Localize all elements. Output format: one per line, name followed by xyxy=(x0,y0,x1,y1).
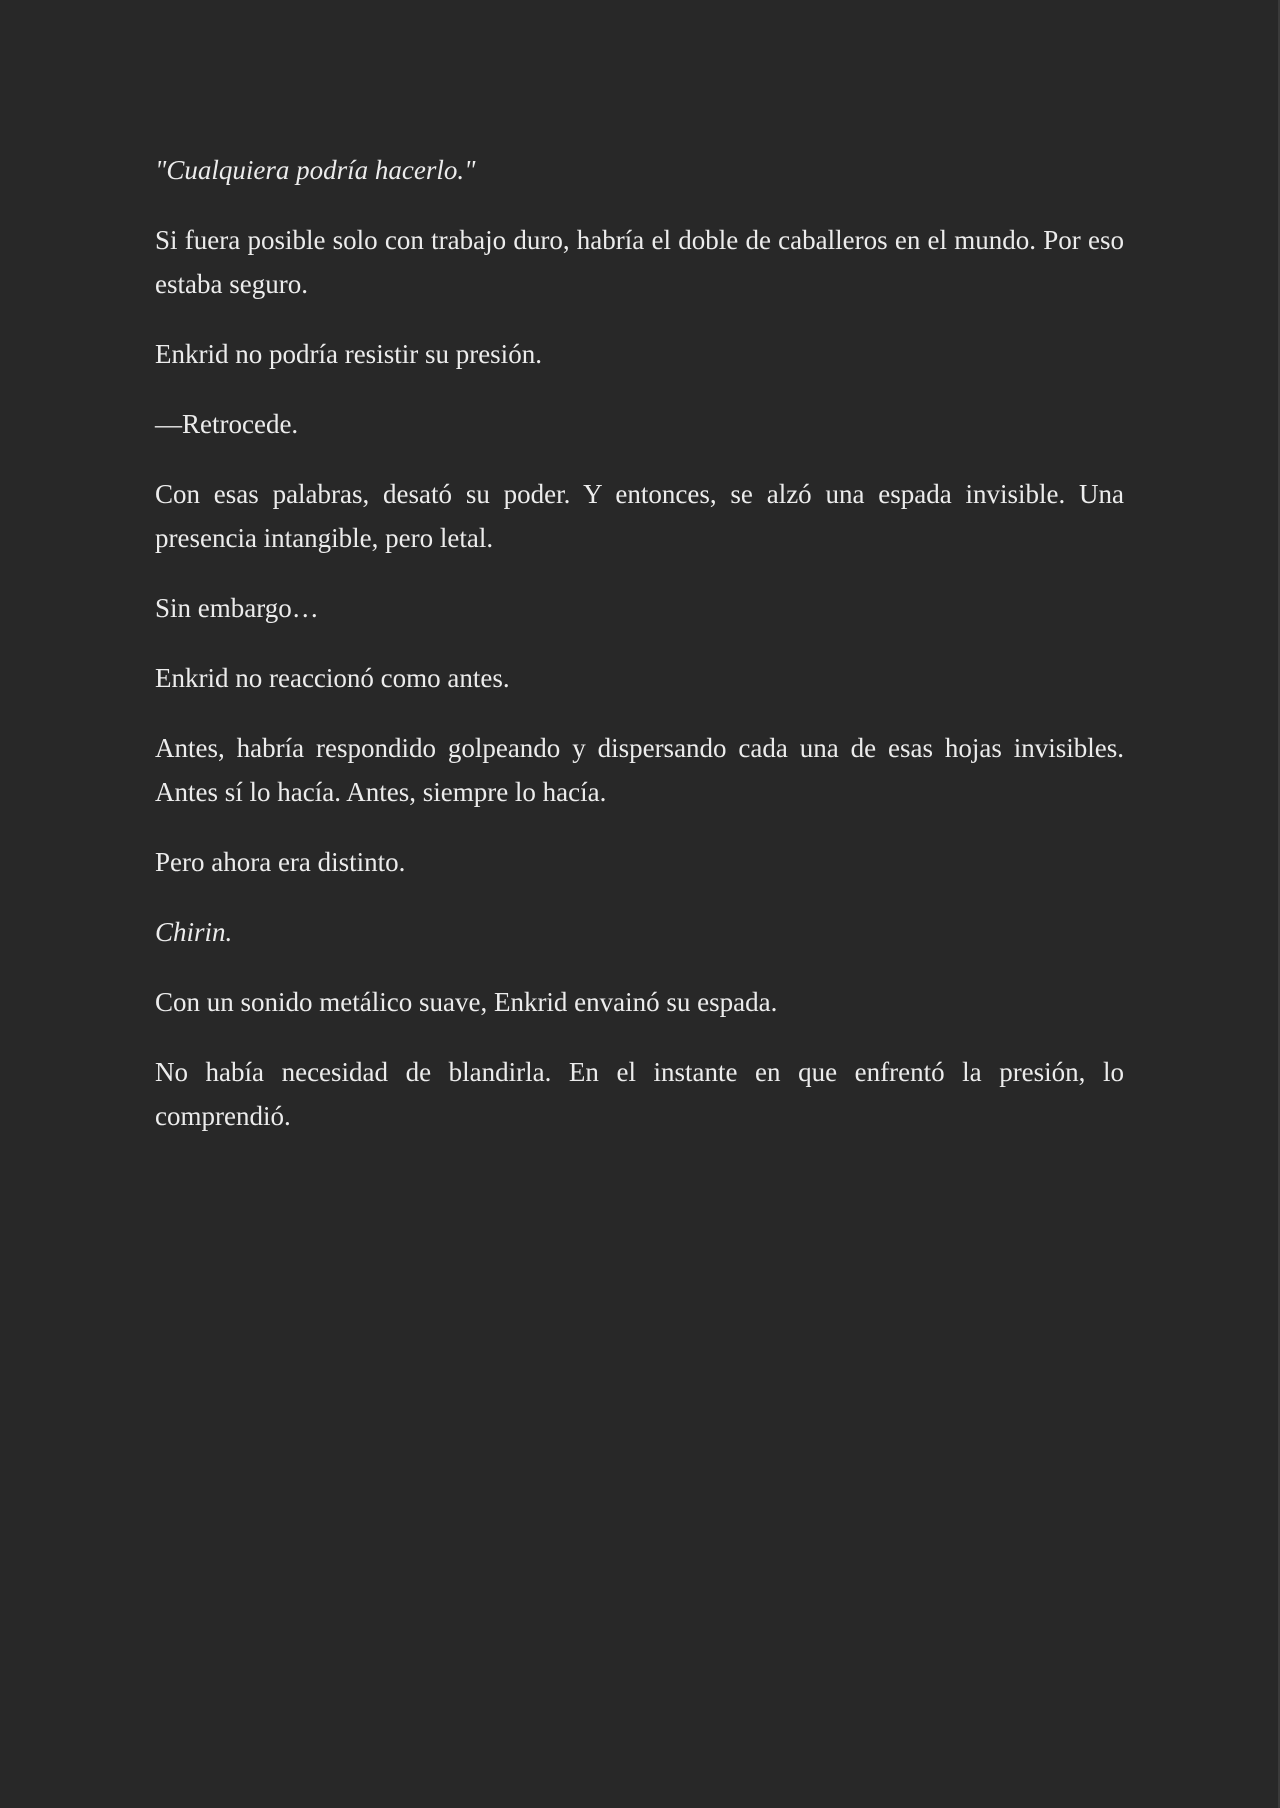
paragraph-dialogue: —Retrocede. xyxy=(155,409,299,439)
paragraph-quote: "Cualquiera podría hacerlo." xyxy=(155,155,476,185)
paragraph: Enkrid no reaccionó como antes. xyxy=(155,663,510,693)
paragraph-sound-effect: Chirin. xyxy=(155,917,233,947)
paragraph: Pero ahora era distinto. xyxy=(155,847,406,877)
paragraph: Antes, habría respondido golpeando y dispersando cada una de esas hojas invisibles. Antes sí lo hacía. Antes, siempre lo hacía. xyxy=(155,733,1124,807)
paragraph: Con un sonido metálico suave, Enkrid envainó su espada. xyxy=(155,987,778,1017)
paragraph: Si fuera posible solo con trabajo duro, habría el doble de caballeros en el mundo. Por eso estaba seguro. xyxy=(155,225,1124,299)
paragraph: Con esas palabras, desató su poder. Y entonces, se alzó una espada invisible. Una presencia intangible, pero letal. xyxy=(155,479,1124,553)
paragraph: Enkrid no podría resistir su presión. xyxy=(155,339,542,369)
paragraph: No había necesidad de blandirla. En el instante en que enfrentó la presión, lo comprendió. xyxy=(155,1057,1124,1131)
paragraph: Sin embargo… xyxy=(155,593,319,623)
